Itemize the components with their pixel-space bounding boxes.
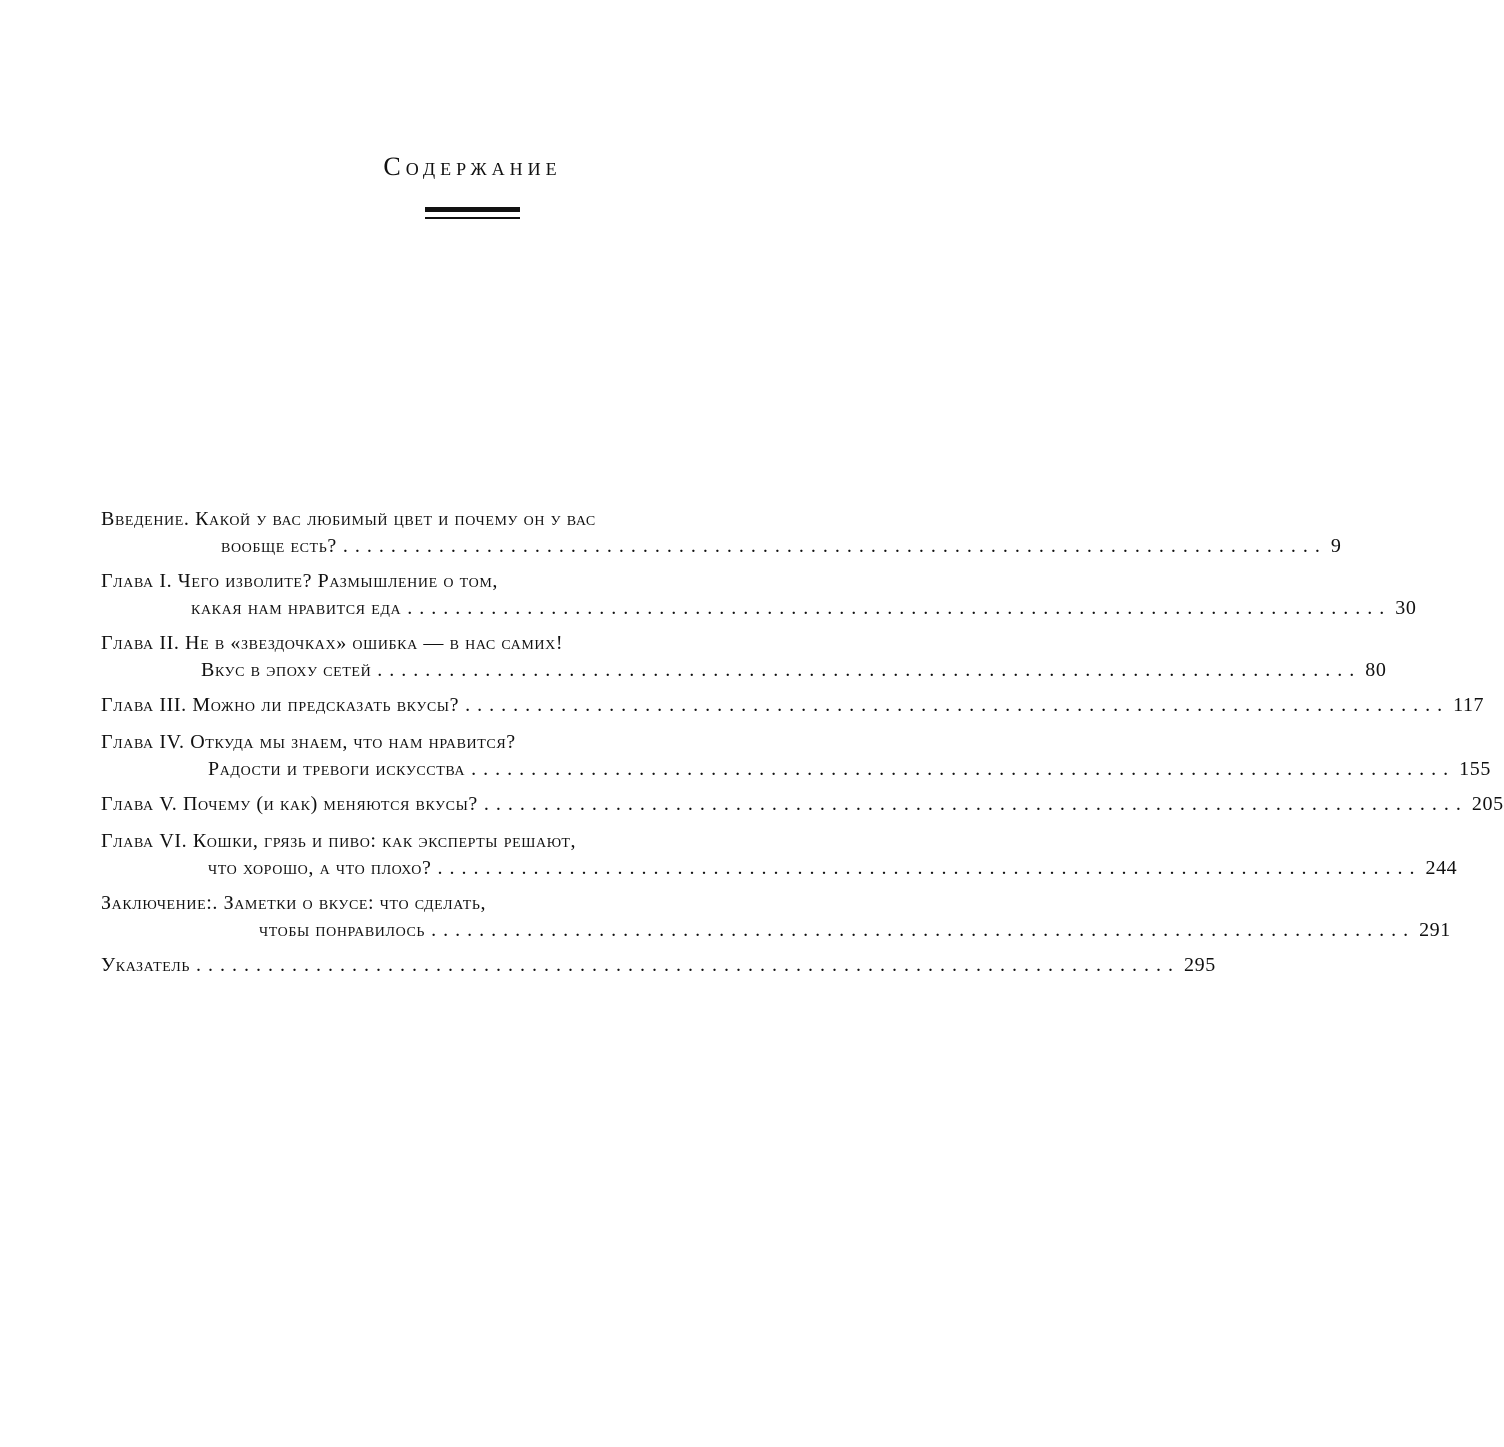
toc-entry-chapter-4[interactable] [101, 729, 1491, 783]
dot-leader: .................................................................................. [342, 535, 1327, 557]
toc-entry-chapter-2[interactable] [101, 630, 1387, 684]
toc-page-number: 295 [1184, 954, 1216, 976]
toc-page-number: 30 [1395, 597, 1417, 619]
dot-leader: .................................................................................. [431, 919, 1416, 941]
toc-entry-chapter-3[interactable] [101, 692, 1485, 719]
dot-leader: .................................................................................. [196, 954, 1181, 976]
dot-leader: .................................................................................. [407, 597, 1392, 619]
toc-entry-subtitle: вообще есть? [221, 535, 337, 557]
toc-page-number: 117 [1453, 694, 1485, 716]
toc-entry-subtitle: что хорошо, а что плохо? [208, 857, 432, 879]
toc-entry-subtitle: чтобы понравилось [259, 919, 426, 941]
toc-page-number: 80 [1365, 659, 1387, 681]
toc-entry-title: Указатель [101, 954, 191, 976]
toc-entry-conclusion[interactable] [101, 890, 1451, 944]
toc-entry-title: Глава IV. Откуда мы знаем, что нам нравится? [101, 731, 516, 753]
toc-entry-chapter-6[interactable] [101, 828, 1458, 882]
toc-entry-subtitle: какая нам нравится еда [191, 597, 402, 619]
toc-page-number: 155 [1459, 758, 1491, 780]
toc-entry-title: Глава II. Не в «звездочках» ошибка — в нас самих! [101, 632, 564, 654]
title-rule-thick [425, 207, 520, 212]
toc-entry-title: Глава VI. Кошки, грязь и пиво: как эксперты решают, [101, 830, 577, 852]
table-of-contents [101, 506, 1504, 989]
toc-entry-index[interactable] [101, 952, 1216, 979]
title-rule-thin [425, 217, 520, 219]
toc-page-number: 291 [1419, 919, 1451, 941]
toc-entry-title: Глава I. Чего изволите? Размышление о том, [101, 570, 498, 592]
dot-leader: .................................................................................. [377, 659, 1362, 681]
toc-entry-chapter-5[interactable] [101, 791, 1504, 818]
toc-entry-chapter-1[interactable] [101, 568, 1417, 622]
toc-page-number: 205 [1471, 793, 1504, 815]
toc-entry-title: Глава V. Почему (и как) меняются вкусы? [101, 793, 478, 815]
toc-entry-subtitle: Вкус в эпоху сетей [201, 659, 372, 681]
dot-leader: .................................................................................. [465, 694, 1450, 716]
toc-entry-introduction[interactable] [101, 506, 1342, 560]
dot-leader: .................................................................................. [437, 857, 1422, 879]
toc-page-number: 9 [1330, 535, 1342, 557]
dot-leader: .................................................................................. [483, 793, 1468, 815]
toc-entry-subtitle: Радости и тревоги искусства [208, 758, 466, 780]
dot-leader: .................................................................................. [471, 758, 1456, 780]
toc-entry-title: Глава III. Можно ли предсказать вкусы? [101, 694, 460, 716]
toc-entry-title: Введение. Какой у вас любимый цвет и почему он у вас [101, 508, 596, 530]
toc-page-number: 244 [1425, 857, 1458, 879]
toc-entry-title: Заключение:. Заметки о вкусе: что сделать, [101, 892, 487, 914]
page-title: Содержание [383, 152, 562, 181]
